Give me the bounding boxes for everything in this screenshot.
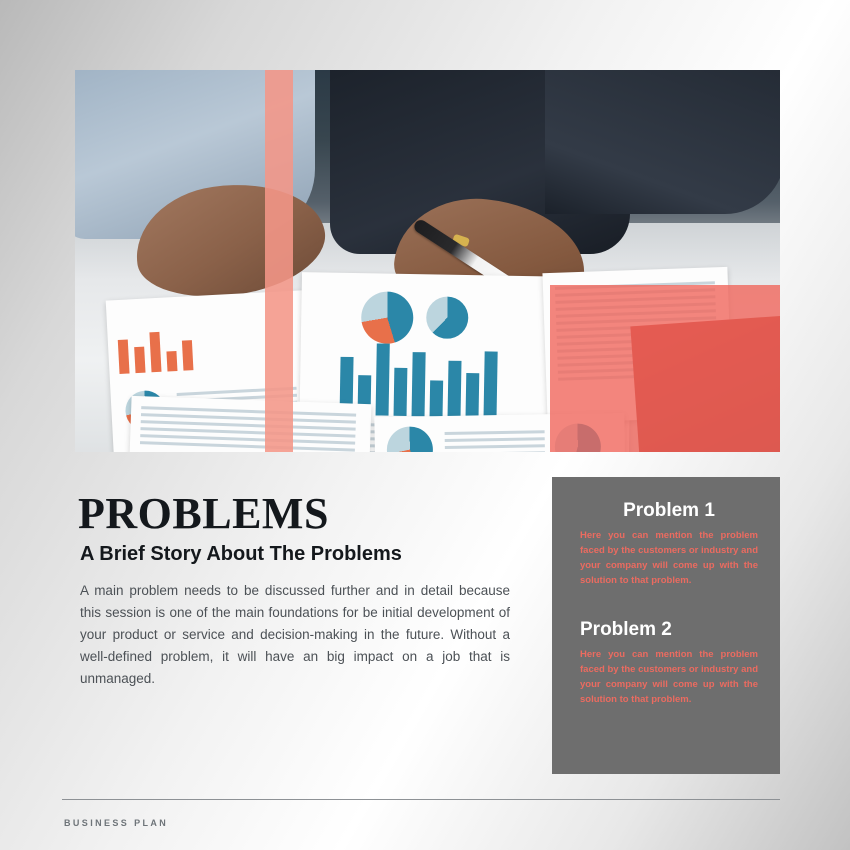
problem-1-text: Here you can mention the problem faced by the customers or industry and your company will come up with the solution to that problem. xyxy=(580,530,758,586)
problem-block-2 xyxy=(580,619,758,707)
footer-divider xyxy=(62,799,780,800)
page-subtitle: A Brief Story About The Problems xyxy=(80,543,402,565)
problem-2-heading: Problem 2 xyxy=(580,619,672,640)
peach-accent-stripe xyxy=(265,70,293,452)
problem-block-1 xyxy=(580,500,758,588)
person-right-suit-secondary xyxy=(545,70,780,214)
footer-label: BUSINESS PLAN xyxy=(64,818,169,828)
red-color-overlay xyxy=(550,285,780,452)
problems-panel xyxy=(552,477,780,774)
problem-1-heading: Problem 1 xyxy=(623,500,715,521)
problem-2-text: Here you can mention the problem faced by the customers or industry and your company will come up with the solution to that problem. xyxy=(580,649,758,705)
report-paper xyxy=(129,396,372,452)
body-paragraph: A main problem needs to be discussed further and in detail because this session is one of the main foundations for be initial development of your product or service and decision-making in the future. Without a well-defined problem, it will have an big impact on a job that is unmanaged. xyxy=(80,583,510,686)
page-title: PROBLEMS xyxy=(78,489,329,538)
hero-photo xyxy=(75,70,780,452)
